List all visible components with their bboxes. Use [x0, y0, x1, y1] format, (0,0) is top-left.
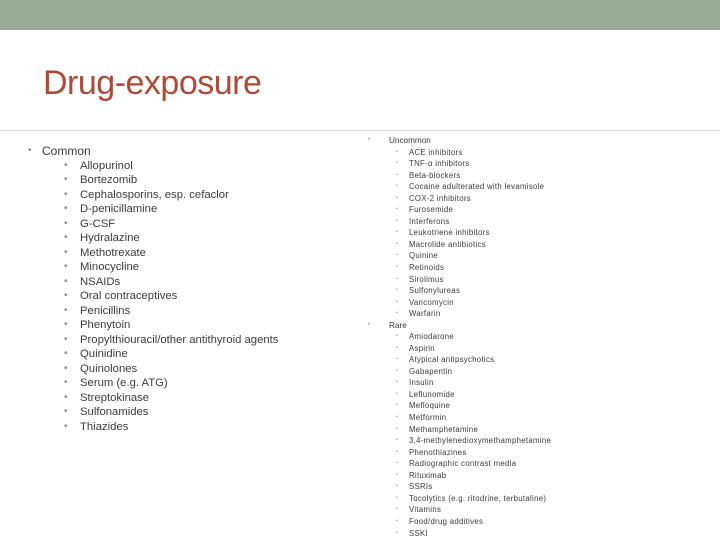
- rare-item-label: Rituximab: [409, 470, 447, 480]
- bullet: •: [396, 310, 399, 317]
- common-item-label: Methotrexate: [80, 246, 146, 259]
- bullet: •: [64, 174, 68, 185]
- rare-list-item: [396, 504, 708, 516]
- rare-list-item: [396, 528, 708, 540]
- uncommon-list: [368, 147, 708, 320]
- common-item-label: Allopurinol: [80, 159, 133, 172]
- rare-list-item: [396, 377, 708, 389]
- uncommon-item-label: COX-2 inhibitors: [409, 193, 471, 203]
- bullet: •: [396, 379, 399, 386]
- uncommon-rare-column: [368, 135, 708, 539]
- uncommon-list-item: [396, 170, 708, 182]
- common-list-item: [64, 420, 348, 435]
- bullet: •: [396, 414, 399, 421]
- common-heading-label: Common: [42, 144, 91, 158]
- rare-list: [368, 331, 708, 539]
- rare-list-item: [396, 389, 708, 401]
- rare-list-item: [396, 493, 708, 505]
- uncommon-list-item: [396, 147, 708, 159]
- common-list-item: [64, 318, 348, 333]
- rare-list-item: [396, 435, 708, 447]
- common-list: [28, 159, 348, 435]
- common-item-label: Cephalosporins, esp. cefaclor: [80, 188, 229, 201]
- uncommon-item-label: Interferons: [409, 216, 450, 226]
- rare-item-label: Insulin: [409, 378, 434, 388]
- uncommon-list-item: [396, 216, 708, 228]
- rare-item-label: Atypical antipsychotics: [409, 355, 495, 365]
- rare-list-item: [396, 424, 708, 436]
- bullet: •: [396, 506, 399, 513]
- bullet: •: [396, 367, 399, 374]
- common-list-item: [64, 362, 348, 377]
- common-item-label: Phenytoin: [80, 319, 131, 331]
- rare-item-label: 3,4-methylenedioxymethamphetamine: [409, 436, 552, 446]
- common-list-item: [64, 304, 348, 319]
- bullet: •: [64, 304, 68, 316]
- uncommon-list-item: [396, 227, 708, 239]
- slide-title: Drug-exposure: [43, 64, 262, 102]
- common-list-item: [64, 202, 348, 217]
- rare-item-label: Phenothiazines: [409, 447, 467, 457]
- bullet: •: [396, 529, 399, 536]
- rare-item-label: Vitamins: [409, 505, 442, 515]
- bullet: •: [396, 229, 399, 236]
- uncommon-item-label: Sirolimus: [409, 274, 444, 284]
- common-item-label: Sulfonamides: [80, 406, 149, 418]
- uncommon-item-label: Warfarin: [409, 309, 441, 319]
- uncommon-list-item: [396, 193, 708, 205]
- bullet: •: [64, 377, 68, 388]
- bullet: •: [64, 362, 68, 374]
- bullet: •: [396, 183, 399, 190]
- uncommon-list-item: [396, 250, 708, 262]
- common-item-label: Quinidine: [80, 348, 128, 360]
- bullet: •: [396, 344, 399, 351]
- rare-item-label: Amiodarone: [409, 332, 455, 342]
- bullet: •: [396, 460, 399, 467]
- bullet: •: [64, 232, 68, 243]
- common-item-label: D-penicillamine: [80, 203, 158, 215]
- bullet: •: [64, 217, 68, 229]
- bullet: •: [396, 252, 399, 259]
- bullet: •: [396, 148, 399, 155]
- common-list-item: [64, 391, 348, 406]
- bullet: •: [396, 194, 399, 201]
- rare-list-item: [396, 470, 708, 482]
- common-item-label: Propylthiouracil/other antithyroid agents: [80, 333, 279, 346]
- uncommon-list-item: [396, 274, 708, 286]
- rare-list-item: [396, 366, 708, 378]
- rare-list-item: [396, 400, 708, 412]
- rare-item-label: SSRIs: [409, 482, 433, 492]
- uncommon-item-label: TNF-α inhibitors: [409, 159, 470, 169]
- bullet: •: [64, 348, 68, 359]
- bullet: •: [396, 390, 399, 397]
- bullet: •: [28, 145, 32, 156]
- common-item-label: Quinolones: [80, 362, 138, 375]
- rare-item-label: Food/drug additives: [409, 516, 484, 526]
- common-item-label: Bortezomib: [80, 174, 138, 186]
- common-item-label: Penicillins: [80, 304, 131, 317]
- rare-item-label: Tocolytics (e.g. ritodrine, terbutaline): [409, 493, 547, 503]
- uncommon-item-label: Beta-blockers: [409, 170, 461, 180]
- rare-list-item: [396, 331, 708, 343]
- rare-list-item: [396, 481, 708, 493]
- common-item-label: NSAIDs: [80, 275, 121, 288]
- top-bar: [0, 0, 720, 30]
- uncommon-list-item: [396, 181, 708, 193]
- common-list-item: [64, 405, 348, 420]
- common-list-item: [64, 275, 348, 290]
- common-item-label: G-CSF: [80, 217, 116, 230]
- common-list-item: [64, 188, 348, 203]
- uncommon-item-label: ACE inhibitors: [409, 147, 463, 157]
- uncommon-list-item: [396, 158, 708, 170]
- bullet: •: [396, 471, 399, 478]
- bullet: •: [396, 171, 399, 178]
- uncommon-item-label: Sulfonylureas: [409, 286, 461, 296]
- rare-heading-label: Rare: [389, 320, 407, 330]
- rare-item-label: Aspirin: [409, 343, 435, 353]
- common-heading: [28, 144, 348, 159]
- rare-item-label: Mefloquine: [409, 401, 451, 411]
- rare-list-item: [396, 516, 708, 528]
- uncommon-heading-label: Uncommon: [389, 136, 431, 145]
- common-list-item: [64, 260, 348, 275]
- bullet: •: [396, 263, 399, 270]
- bullet: •: [396, 287, 399, 294]
- uncommon-heading: [368, 135, 708, 147]
- common-column: [28, 144, 348, 434]
- rare-item-label: SSKI: [409, 528, 428, 538]
- rare-list-item: [396, 343, 708, 355]
- rare-item-label: Radiographic contrast media: [409, 459, 517, 469]
- common-list-item: [64, 231, 348, 246]
- bullet: •: [64, 159, 68, 171]
- rare-item-label: Methamphetamine: [409, 424, 479, 434]
- slide: [0, 30, 720, 540]
- common-list-item: [64, 347, 348, 362]
- bullet: •: [396, 494, 399, 501]
- common-item-label: Streptokinase: [80, 391, 150, 404]
- uncommon-item-label: Furosemide: [409, 205, 454, 215]
- uncommon-item-label: Quinine: [409, 251, 438, 261]
- common-item-label: Minocycline: [80, 261, 140, 273]
- bullet: •: [396, 275, 399, 282]
- bullet: •: [396, 356, 399, 363]
- uncommon-list-item: [396, 262, 708, 274]
- common-item-label: Hydralazine: [80, 232, 140, 244]
- bullet: •: [396, 402, 399, 409]
- uncommon-item-label: Leukotriene inhibitors: [409, 228, 490, 238]
- bullet: •: [64, 246, 68, 258]
- bullet: •: [64, 333, 68, 345]
- bullet: •: [64, 420, 68, 432]
- uncommon-item-label: Retinoids: [409, 262, 445, 272]
- common-list-item: [64, 289, 348, 304]
- bullet: •: [64, 391, 68, 403]
- uncommon-item-label: Cocaine adulterated with levamisole: [409, 182, 545, 192]
- bullet: •: [64, 319, 68, 330]
- bullet: •: [64, 275, 68, 287]
- bullet: •: [396, 517, 399, 524]
- uncommon-list-item: [396, 204, 708, 216]
- bullet: •: [64, 261, 68, 272]
- rare-list-item: [396, 354, 708, 366]
- rare-list-item: [396, 447, 708, 459]
- bullet: •: [396, 160, 399, 167]
- bullet: •: [64, 406, 68, 417]
- bullet: •: [396, 217, 399, 224]
- uncommon-list-item: [396, 285, 708, 297]
- common-list-item: [64, 246, 348, 261]
- uncommon-list-item: [396, 297, 708, 309]
- common-item-label: Serum (e.g. ATG): [80, 377, 168, 389]
- bullet: •: [64, 290, 68, 301]
- rare-list-item: [396, 412, 708, 424]
- common-list-item: [64, 217, 348, 232]
- uncommon-list-item: [396, 239, 708, 251]
- bullet: •: [396, 206, 399, 213]
- uncommon-item-label: Vancomycin: [409, 297, 454, 307]
- bullet: •: [396, 425, 399, 432]
- rare-item-label: Leflunomide: [409, 389, 455, 399]
- bullet: •: [368, 321, 371, 328]
- bullet: •: [368, 137, 371, 143]
- rare-item-label: Metformin: [409, 413, 447, 423]
- bullet: •: [396, 437, 399, 444]
- bullet: •: [396, 448, 399, 455]
- rare-list-item: [396, 458, 708, 470]
- common-list-item: [64, 173, 348, 188]
- common-list-item: [64, 159, 348, 174]
- uncommon-item-label: Macrolide antibiotics: [409, 239, 486, 249]
- bullet: •: [396, 240, 399, 247]
- uncommon-list-item: [396, 308, 708, 320]
- common-item-label: Oral contraceptives: [80, 290, 178, 302]
- common-item-label: Thiazides: [80, 420, 129, 433]
- bullet: •: [64, 188, 68, 200]
- common-list-item: [64, 333, 348, 348]
- bullet: •: [396, 483, 399, 490]
- bullet: •: [396, 298, 399, 305]
- rare-item-label: Gabapentin: [409, 366, 453, 376]
- title-divider: [0, 130, 720, 131]
- common-list-item: [64, 376, 348, 391]
- rare-heading: [368, 320, 708, 332]
- bullet: •: [396, 333, 399, 340]
- bullet: •: [64, 203, 68, 214]
